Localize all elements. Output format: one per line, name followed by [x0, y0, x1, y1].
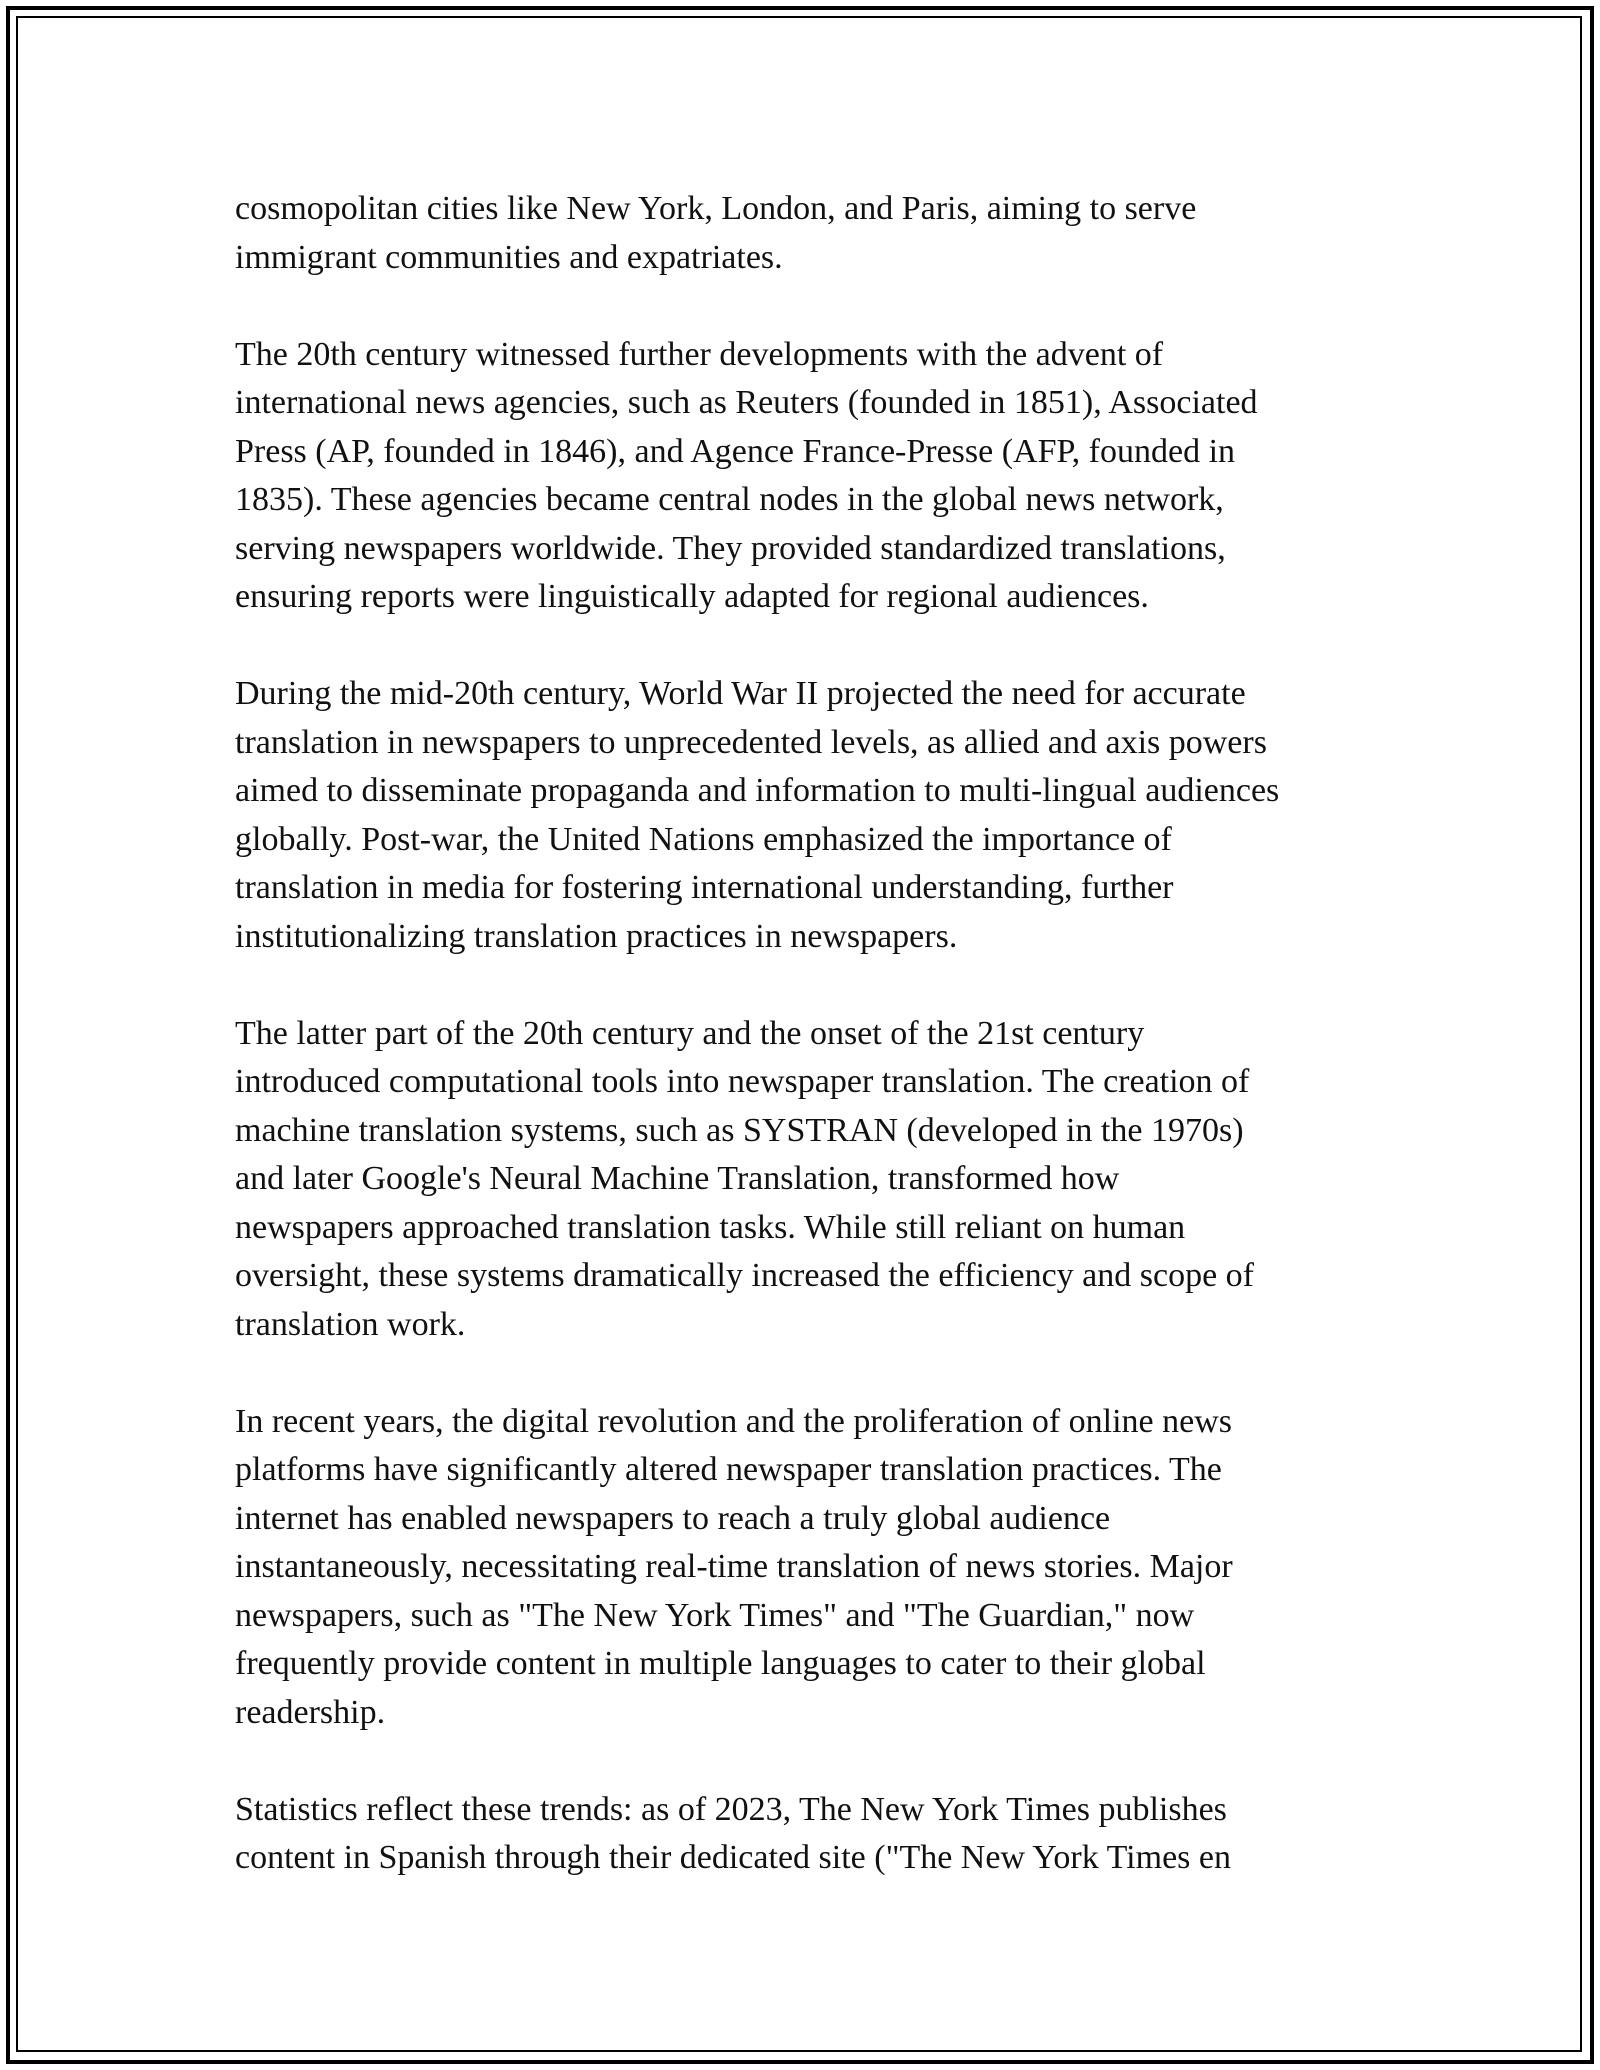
text-line: globally. Post-war, the United Nations emphasized the importance of	[235, 820, 1172, 858]
text-line: The 20th century witnessed further developments with the advent of	[235, 335, 1164, 373]
paragraph-4	[235, 1010, 1375, 1350]
text-line: translation work.	[235, 1305, 466, 1343]
text-line: immigrant communities and expatriates.	[235, 238, 783, 276]
paragraph-2	[235, 331, 1375, 622]
document-body	[235, 185, 1375, 1931]
text-line: institutionalizing translation practices in newspapers.	[235, 917, 958, 955]
text-line: newspapers approached translation tasks. While still reliant on human	[235, 1208, 1186, 1246]
paragraph-5	[235, 1398, 1375, 1738]
text-line: aimed to disseminate propaganda and information to multi-lingual audiences	[235, 772, 1280, 809]
text-line: translation in newspapers to unprecedented levels, as allied and axis powers	[235, 723, 1267, 761]
text-line: frequently provide content in multiple languages to cater to their global	[235, 1645, 1206, 1682]
text-line: introduced computational tools into newspaper translation. The creation of	[235, 1063, 1250, 1100]
text-line: oversight, these systems dramatically increased the efficiency and scope of	[235, 1257, 1255, 1294]
text-line: and later Google's Neural Machine Translation, transformed how	[235, 1160, 1120, 1197]
paragraph-3	[235, 670, 1375, 961]
text-line: ensuring reports were linguistically adapted for regional audiences.	[235, 578, 1149, 615]
text-line: Statistics reflect these trends: as of 2023, The New York Times publishes	[235, 1790, 1227, 1828]
text-line: instantaneously, necessitating real-time translation of news stories. Major	[235, 1548, 1233, 1585]
paragraph-1	[235, 185, 1375, 282]
text-line: newspapers, such as "The New York Times" and "The Guardian," now	[235, 1596, 1195, 1634]
paragraph-6	[235, 1786, 1375, 1883]
text-line: platforms have significantly altered newspaper translation practices. The	[235, 1451, 1222, 1488]
text-line: serving newspapers worldwide. They provided standardized translations,	[235, 529, 1226, 567]
text-line: Press (AP, founded in 1846), and Agence France-Presse (AFP, founded in	[235, 432, 1236, 470]
text-line: internet has enabled newspapers to reach a truly global audience	[235, 1499, 1111, 1537]
text-line: 1835). These agencies became central nodes in the global news network,	[235, 481, 1224, 518]
text-line: readership.	[235, 1693, 386, 1731]
text-line: content in Spanish through their dedicated site ("The New York Times en	[235, 1839, 1231, 1876]
text-line: international news agencies, such as Reuters (founded in 1851), Associated	[235, 384, 1258, 421]
text-line: machine translation systems, such as SYSTRAN (developed in the 1970s)	[235, 1111, 1244, 1149]
text-line: During the mid-20th century, World War II projected the need for accurate	[235, 675, 1246, 712]
text-line: The latter part of the 20th century and the onset of the 21st century	[235, 1014, 1145, 1052]
text-line: In recent years, the digital revolution and the proliferation of online news	[235, 1402, 1233, 1440]
text-line: translation in media for fostering international understanding, further	[235, 869, 1174, 906]
text-line: cosmopolitan cities like New York, London, and Paris, aiming to serve	[235, 190, 1197, 227]
